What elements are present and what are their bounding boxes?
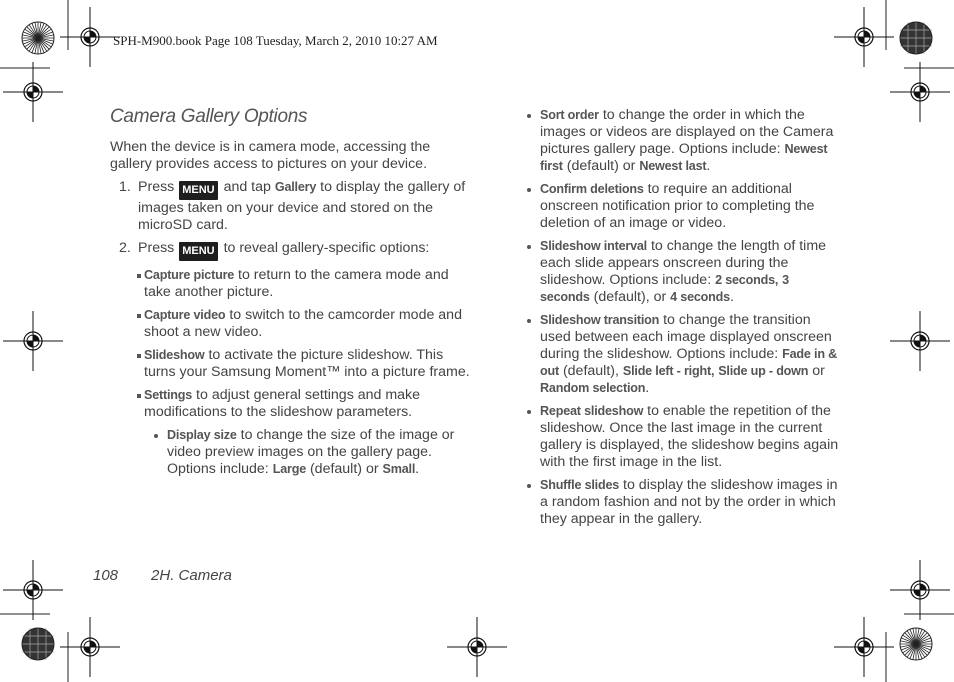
list-item	[520, 238, 840, 306]
option-value: Small	[382, 462, 416, 476]
step-text: Press	[138, 179, 175, 195]
option-description: to return to the camera mode and take another picture.	[144, 267, 449, 300]
punctuation: .	[645, 380, 650, 396]
option-name: Slideshow interval	[540, 239, 647, 253]
option-description: to adjust general settings and make modifications to the slideshow parameters.	[144, 387, 421, 420]
option-value: 4 seconds	[670, 290, 730, 304]
step-2	[110, 240, 470, 261]
page-footer	[93, 567, 232, 584]
intro-paragraph: When the device is in camera mode, accessing the gallery provides access to pictures on your device.	[110, 139, 431, 172]
list-item	[110, 347, 470, 381]
step-number: 1.	[119, 179, 131, 195]
punctuation: ,	[774, 273, 779, 287]
option-value: Slide up - down	[718, 364, 809, 378]
option-name: Capture video	[144, 308, 226, 322]
punctuation: .	[729, 289, 734, 305]
option-name: Slideshow	[144, 348, 205, 362]
punctuation: .	[415, 461, 420, 477]
option-description: (default) or	[309, 461, 379, 477]
option-description: to change the order in which the images or videos are displayed on the Camera pictures gallery page. Options include:	[540, 107, 834, 157]
menu-key-icon: MENU	[179, 242, 217, 261]
option-name: Repeat slideshow	[540, 404, 644, 418]
list-item	[520, 403, 840, 471]
option-name: Gallery	[274, 180, 317, 194]
option-value: Fade in & out	[540, 347, 838, 378]
option-description: (default),	[562, 363, 619, 379]
left-column	[110, 139, 470, 484]
option-name: Capture picture	[144, 268, 235, 282]
option-description: to switch to the camcorder mode and shoot a new video.	[144, 307, 462, 340]
option-name: Settings	[144, 388, 193, 402]
list-item	[520, 107, 840, 175]
step-number: 2.	[119, 240, 131, 256]
menu-key-icon: MENU	[179, 181, 217, 200]
option-name: Shuffle slides	[540, 478, 620, 492]
option-name: Slideshow transition	[540, 313, 660, 327]
page-number: 108	[93, 567, 119, 584]
option-description: to require an additional onscreen notification prior to completing the deletion of an image or video.	[540, 181, 815, 231]
option-description: to change the transition used between each image displayed onscreen during the slideshow. Options include:	[540, 312, 832, 362]
sub-list-item	[110, 427, 470, 478]
option-value: 2 seconds	[715, 273, 775, 287]
list-item	[110, 267, 470, 301]
option-description: to change the length of time each slide appears onscreen during the slideshow. Options include:	[540, 238, 827, 288]
option-value: Random selection	[540, 381, 646, 395]
option-description: to display the slideshow images in a random fashion and not by the order in which they appear in the gallery.	[540, 477, 838, 527]
option-value: Slide left - right	[622, 364, 711, 378]
list-item	[520, 477, 840, 528]
step-1	[110, 179, 470, 234]
section-name: 2H. Camera	[151, 567, 232, 584]
option-name: Sort order	[540, 108, 599, 122]
step-text: to reveal gallery-specific options:	[223, 240, 430, 256]
list-item	[520, 312, 840, 397]
option-value: Newest last	[639, 159, 707, 173]
option-name: Display size	[167, 428, 237, 442]
step-text: and tap	[223, 179, 271, 195]
option-description: (default), or	[593, 289, 667, 305]
option-description: (default) or	[566, 158, 636, 174]
punctuation: ,	[710, 364, 715, 378]
option-description: to enable the repetition of the slideshow. Once the last image in the current gallery is displayed, the slideshow begins again with the first image in the list.	[540, 403, 839, 470]
option-description: to change the size of the image or video preview images on the gallery page. Options include:	[167, 427, 455, 477]
page-title: Camera Gallery Options	[110, 106, 308, 127]
step-text: to display the gallery of images taken on your device and stored on the microSD card.	[138, 179, 466, 233]
book-header: SPH-M900.book Page 108 Tuesday, March 2, 2010 10:27 AM	[113, 33, 438, 48]
list-item	[110, 387, 470, 421]
list-item	[110, 307, 470, 341]
step-text: Press	[138, 240, 175, 256]
option-description: or	[812, 363, 825, 379]
option-description: to activate the picture slideshow. This turns your Samsung Moment™ into a picture frame.	[144, 347, 470, 380]
option-value: Newest first	[540, 142, 828, 173]
list-item	[520, 181, 840, 232]
option-name: Confirm deletions	[540, 182, 644, 196]
right-column	[520, 107, 840, 534]
option-value: 3 seconds	[540, 273, 789, 304]
option-value: Large	[272, 462, 306, 476]
punctuation: .	[706, 158, 711, 174]
